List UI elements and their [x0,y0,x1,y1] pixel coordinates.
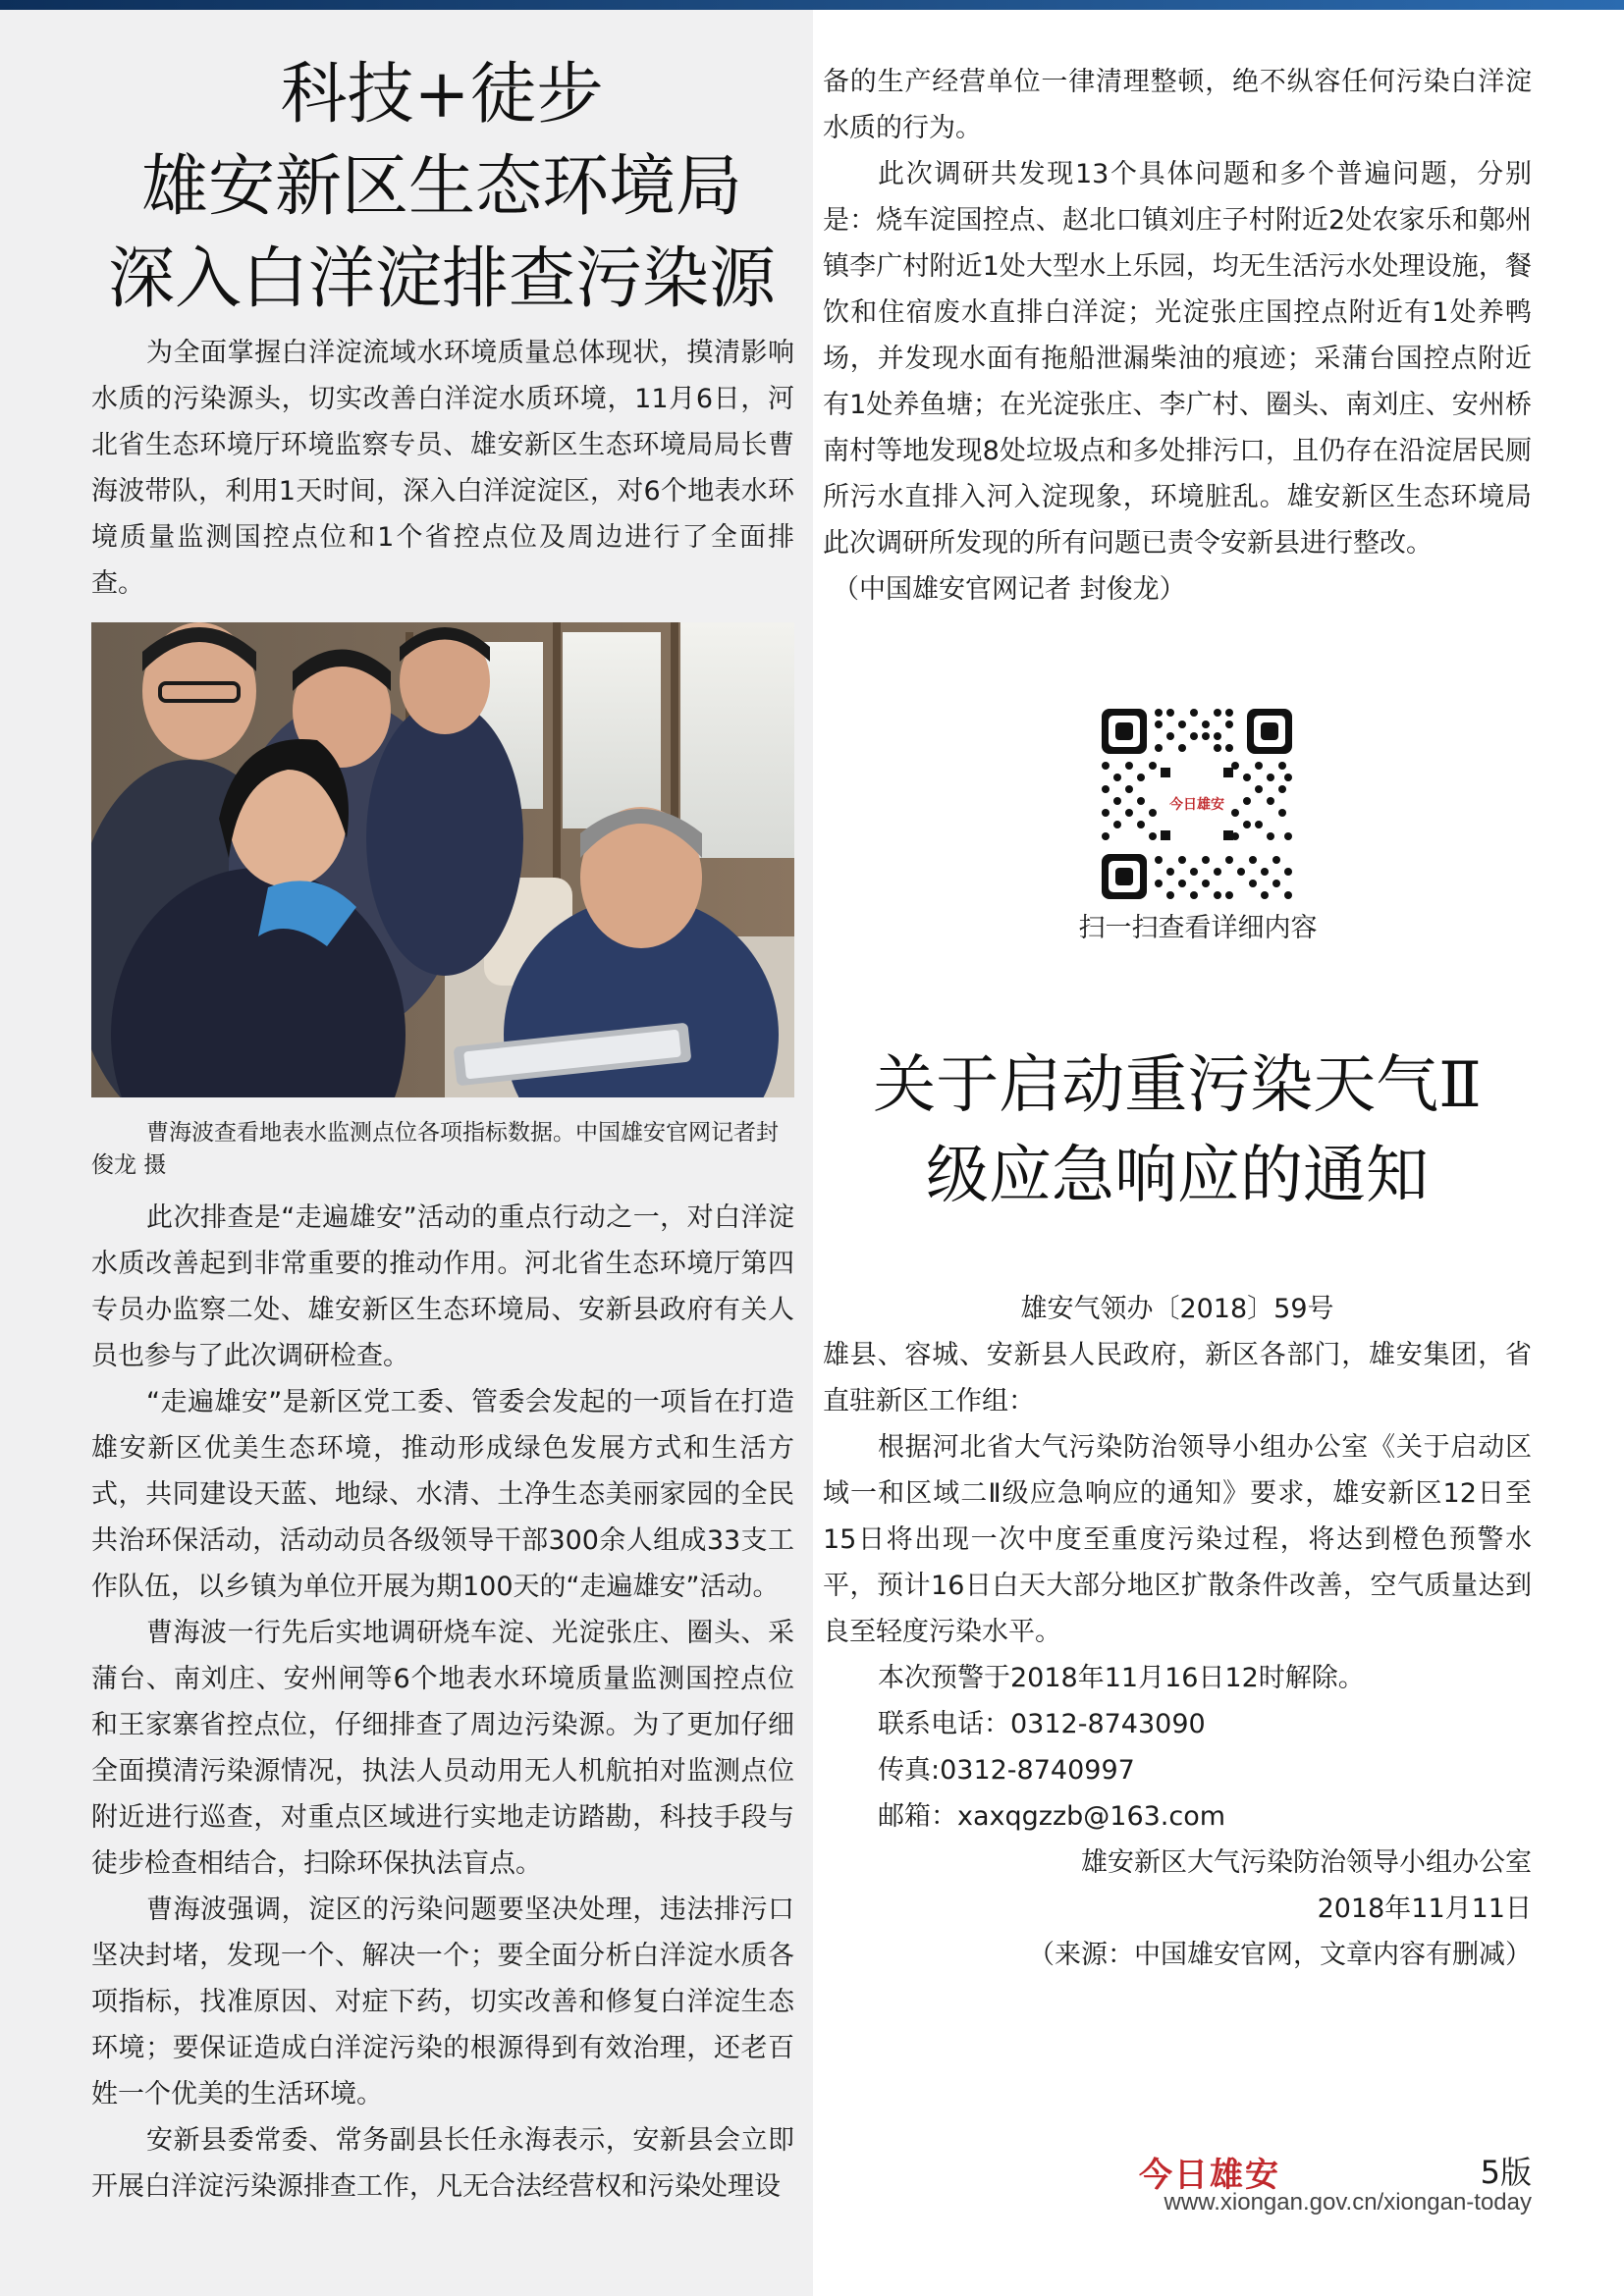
top-color-bar [0,0,1624,10]
article1-paragraph: 曹海波强调，淀区的污染问题要坚决处理，违法排污口坚决封堵，发现一个、解决一个；要全面分析白洋淀水质各项指标，找准原因、对症下药，切实改善和修复白洋淀生态环境；要保证造成白洋淀污染的根源得到有效治理，还老百姓一个优美的生活环境。 [91,1895,794,2109]
article1-body-right [823,59,1532,613]
photo-caption: 曹海波查看地表水监测点位各项指标数据。中国雄安官网记者封俊龙 摄 [91,1120,779,1178]
article1-paragraph: 安新县委常委、常务副县长任永海表示，安新县会立即开展白洋淀污染源排查工作，凡无合法经营权和污染处理设 [91,2125,794,2202]
qr-caption: 扫一扫查看详细内容 [1078,913,1318,943]
issuer: 雄安新区大气污染防治领导小组办公室 [1081,1847,1532,1878]
article1-paragraph: 此次调研共发现13个具体问题和多个普遍问题，分别是：烧车淀国控点、赵北口镇刘庄子村附近2处农家乐和鄚州镇李广村附近1处大型水上乐园，均无生活污水处理设施，餐饮和住宿废水直排白洋淀；光淀张庄国控点附近有1处养鸭场，并发现水面有拖船泄漏柴油的痕迹；采蒲台国控点附近有1处养鱼塘；在光淀张庄、李广村、圈头、南刘庄、安州桥南村等地发现8处垃圾点和多处排污口，且仍存在沿淀居民厕所污水直排入河入淀现象，环境脏乱。雄安新区生态环境局此次调研所发现的所有问题已责令安新县进行整改。 [823,159,1532,559]
article2-body [823,1286,1532,1978]
footer-url[interactable]: www.xiongan.gov.cn/xiongan-today [1164,2189,1532,2216]
article2-title [823,1041,1532,1221]
article1-continued-text: 备的生产经营单位一律清理整顿，绝不纵容任何污染白洋淀水质的行为。 [823,67,1532,143]
newspaper-logo: 今日雄安 [1139,2156,1280,2195]
article1-paragraph: “走遍雄安”是新区党工委、管委会发起的一项旨在打造雄安新区优美生态环境，推动形成绿色发展方式和生活方式，共同建设天蓝、地绿、水清、土净生态美丽家园的全民共治环保活动，活动动员各级领导干部300余人组成33支工作队伍，以乡镇为单位开展为期100天的“走遍雄安”活动。 [91,1387,794,1602]
document-number: 雄安气领办〔2018〕59号 [1020,1294,1334,1324]
article2-paragraph: 根据河北省大气污染防治领导小组办公室《关于启动区域一和区域二Ⅱ级应急响应的通知》要求，雄安新区12日至15日将出现一次中度至重度污染过程，将达到橙色预警水平，预计16日白天大部分地区扩散条件改善，空气质量达到良至轻度污染水平。 [823,1432,1532,1647]
recipients: 雄县、容城、安新县人民政府，新区各部门，雄安集团，省直驻新区工作组： [823,1340,1532,1416]
article1-credit: （中国雄安官网记者 封俊龙） [833,574,1186,605]
article1-paragraph: 为全面掌握白洋淀流域水环境质量总体现状，摸清影响水质的污染源头，切实改善白洋淀水质环境，11月6日，河北省生态环境厅环境监察专员、雄安新区生态环境局局长曹海波带队，利用1天时间，深入白洋淀淀区，对6个地表水环境质量监测国控点位和1个省控点位及周边进行了全面排查。 [91,338,794,599]
release-notice: 本次预警于2018年11月16日12时解除。 [878,1663,1365,1693]
article2-title-line: 级应急响应的通知 [926,1140,1429,1212]
photo-of-officials-reviewing-data-on-tablet [91,622,794,1097]
qr-code-icon [1098,705,1296,903]
article1-paragraph: 曹海波一行先后实地调研烧车淀、光淀张庄、圈头、采蒲台、南刘庄、安州闸等6个地表水环境质量监测国控点位和王家寨省控点位，仔细排查了周边污染源。为了更加仔细全面摸清污染源情况，执法人员动用无人机航拍对监测点位附近进行巡查，对重点区域进行实地走访踏勘，科技手段与徒步检查相结合，扫除环保执法盲点。 [91,1618,794,1879]
qr-code[interactable] [1098,705,1296,903]
article-source: （来源：中国雄安官网，文章内容有删减） [1028,1940,1532,1970]
issue-date: 2018年11月11日 [1317,1894,1532,1924]
news-photo [91,622,794,1097]
page-number: 5版 [1480,2154,1532,2191]
article2-title-line: 关于启动重污染天气Ⅱ [873,1049,1482,1122]
article1-paragraph: 此次排查是“走遍雄安”活动的重点行动之一，对白洋淀水质改善起到非常重要的推动作用。河北省生态环境厅第四专员办监察二处、雄安新区生态环境局、安新县政府有关人员也参与了此次调研检查。 [91,1202,794,1371]
qr-center-label: 今日雄安 [1169,797,1224,813]
article1-intro [91,330,794,607]
article1-title-line: 深入白洋淀排查污染源 [107,240,776,318]
contact-fax: 传真:0312-8740997 [878,1755,1135,1786]
article1-body-left [91,1195,794,2210]
contact-phone: 联系电话：0312-8743090 [878,1709,1206,1739]
contact-email: 邮箱：xaxqgzzb@163.com [878,1801,1226,1832]
article1-title [39,49,844,326]
article1-title-line: 科技+徒步 [280,56,604,133]
article1-title-line: 雄安新区生态环境局 [140,148,742,226]
